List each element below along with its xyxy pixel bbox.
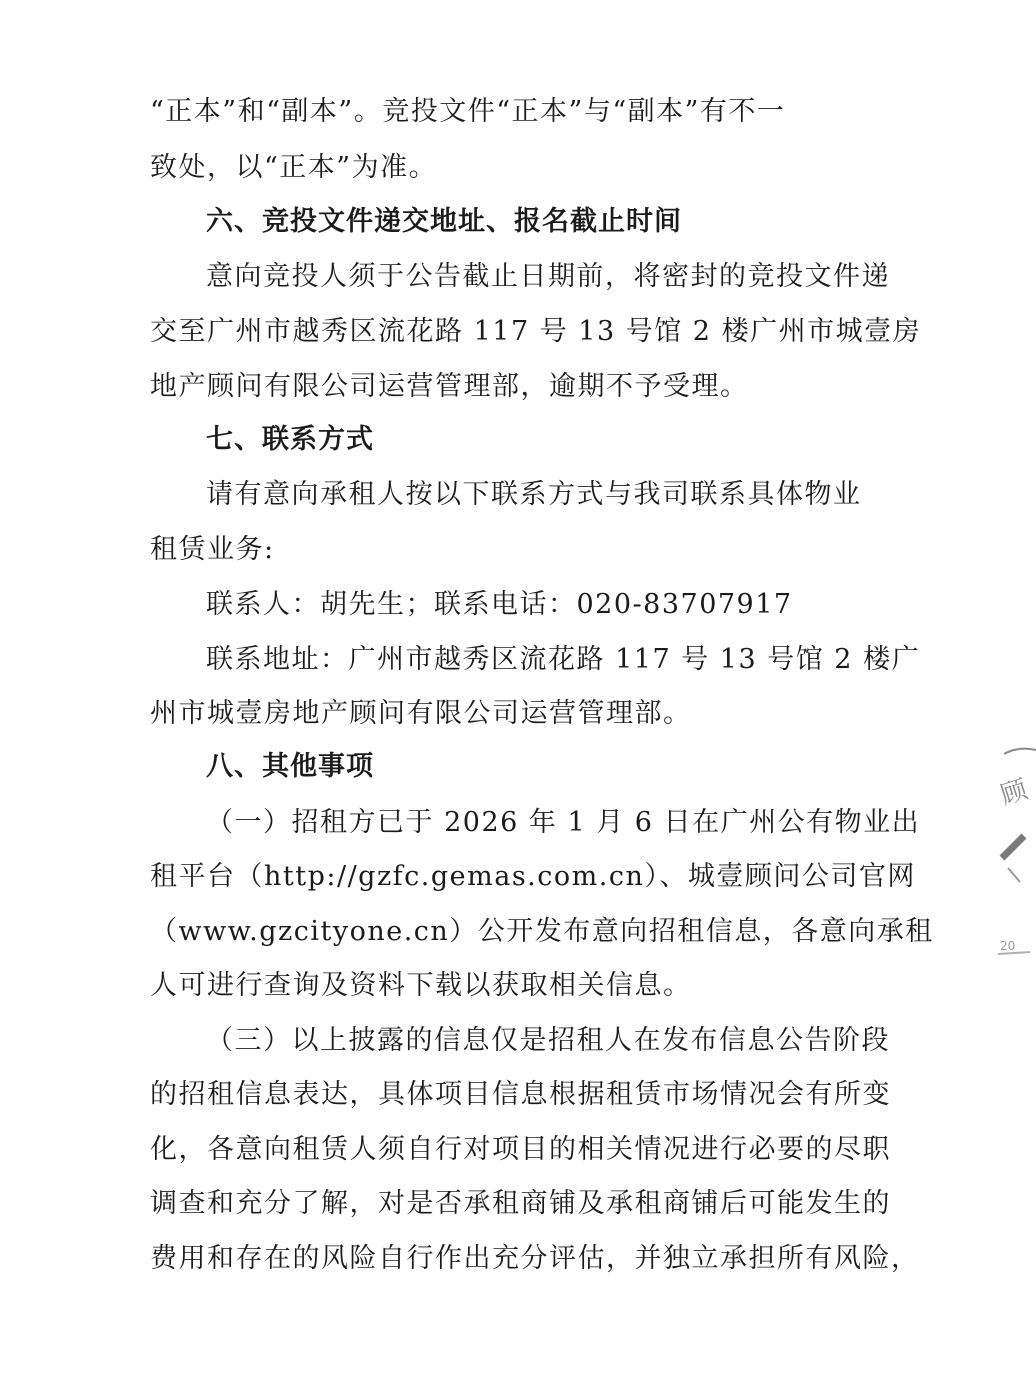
text-line: “正本”和“副本”。竞投文件“正本”与“副本”有不一 [150, 96, 786, 127]
text-line: 致处，以“正本”为准。 [150, 152, 438, 183]
text-line: 的招租信息表达，具体项目信息根据租赁市场情况会有所变 [150, 1079, 891, 1110]
text-line: 租赁业务: [150, 534, 275, 565]
text-line: 费用和存在的风险自行作出充分评估，并独立承担所有风险， [150, 1243, 920, 1274]
svg-text:顾: 顾 [997, 774, 1032, 812]
section-heading-6: 六、竞投文件递交地址、报名截止时间 [206, 206, 682, 237]
text-line: （一）招租方已于 2026 年 1 月 6 日在广州公有物业出 [206, 807, 921, 838]
text-line: （www.gzcityone.cn）公开发布意向招租信息，各意向承租 [150, 916, 934, 947]
text-line: 交至广州市越秀区流花路 117 号 13 号馆 2 楼广州市城壹房 [150, 316, 922, 347]
text-line: 意向竞投人须于公告截止日期前，将密封的竞投文件递 [206, 261, 890, 292]
text-line: 请有意向承租人按以下联系方式与我司联系具体物业 [206, 479, 862, 510]
contact-person-line: 联系人：胡先生；联系电话：020-83707917 [206, 589, 793, 620]
text-line: （三）以上披露的信息仅是招租人在发布信息公告阶段 [206, 1025, 890, 1056]
text-line: 地产顾问有限公司运营管理部，逾期不予受理。 [150, 371, 749, 402]
contact-address-line: 联系地址：广州市越秀区流花路 117 号 13 号馆 2 楼广 [206, 644, 921, 675]
section-heading-7: 七、联系方式 [206, 424, 374, 455]
text-line: 租平台（http://gzfc.gemas.com.cn）、城壹顾问公司官网 [150, 861, 916, 892]
text-line: 人可进行查询及资料下载以获取相关信息。 [150, 970, 692, 1001]
text-line: 调查和充分了解，对是否承租商铺及承租商铺后可能发生的 [150, 1188, 891, 1219]
svg-text:20: 20 [1000, 939, 1016, 953]
text-line: 化，各意向租赁人须自行对项目的相关情况进行必要的尽职 [150, 1134, 891, 1165]
text-line: 州市城壹房地产顾问有限公司运营管理部。 [150, 698, 692, 729]
section-heading-8: 八、其他事项 [206, 751, 374, 782]
seal-fragment-stamp [990, 740, 1036, 980]
